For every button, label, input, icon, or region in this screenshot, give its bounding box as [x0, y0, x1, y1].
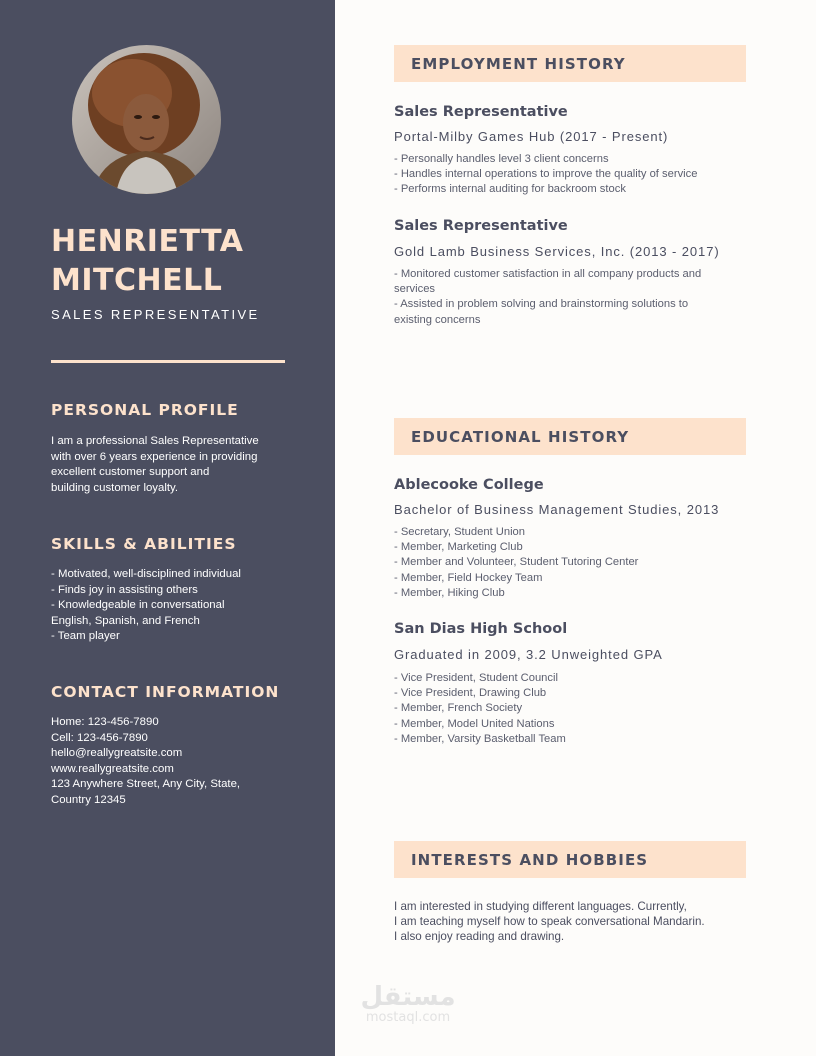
school-name: San Dias High School — [394, 621, 568, 637]
list-item: - Handles internal operations to improve the quality of service — [394, 168, 698, 181]
list-item: - Member, Model United Nations — [394, 717, 555, 730]
school-activities — [394, 525, 746, 601]
watermark-logo — [357, 983, 459, 1025]
contact-cell-phone: Cell: 123-456-7890 — [51, 731, 148, 744]
list-item: - Monitored customer satisfaction in all company products and — [394, 268, 702, 280]
watermark-latin: mostaql.com — [365, 1010, 451, 1025]
divider — [51, 360, 285, 363]
skills-heading: SKILLS & ABILITIES — [51, 535, 237, 553]
interests-text — [394, 899, 705, 945]
list-item: English, Spanish, and French — [51, 614, 200, 627]
school-detail: Graduated in 2009, 3.2 Unweighted GPA — [394, 647, 663, 662]
contact-website: www.reallygreatsite.com — [51, 762, 174, 775]
text-line: I am a professional Sales Representative — [51, 435, 259, 447]
contact-address: Country 12345 — [51, 793, 126, 806]
text-line: with over 6 years experience in providing — [51, 450, 258, 463]
list-item: - Personally handles level 3 client concerns — [394, 153, 609, 165]
skills-list — [51, 567, 301, 645]
person-name — [51, 222, 321, 300]
education-heading-bar — [394, 418, 746, 455]
job-role: SALES REPRESENTATIVE — [51, 307, 260, 322]
list-item: - Secretary, Student Union — [394, 526, 525, 538]
list-item: - Member, French Society — [394, 702, 523, 715]
contact-heading: CONTACT INFORMATION — [51, 683, 280, 701]
sidebar — [0, 0, 335, 1056]
contact-list — [51, 715, 301, 808]
watermark-arabic: مستقل — [360, 982, 456, 1012]
school-activities — [394, 671, 746, 747]
job-company: Portal-Milby Games Hub (2017 - Present) — [394, 129, 669, 144]
name-line-1: HENRIETTA — [51, 224, 244, 259]
contact-address: 123 Anywhere Street, Any City, State, — [51, 778, 241, 790]
list-item: - Motivated, well-disciplined individual — [51, 568, 241, 580]
interests-heading-bar — [394, 841, 746, 878]
text-line: I also enjoy reading and drawing. — [394, 930, 565, 944]
employment-heading: EMPLOYMENT HISTORY — [411, 55, 626, 73]
interests-heading: INTERESTS AND HOBBIES — [411, 851, 649, 869]
list-item: existing concerns — [394, 313, 481, 326]
personal-profile-heading: PERSONAL PROFILE — [51, 401, 239, 419]
job-duties — [394, 267, 746, 328]
list-item: - Team player — [51, 630, 120, 642]
list-item: - Member, Varsity Basketball Team — [394, 732, 566, 745]
text-line: excellent customer support and — [51, 466, 210, 478]
school-name: Ablecooke College — [394, 477, 544, 493]
personal-profile-text — [51, 434, 301, 496]
list-item: - Vice President, Student Council — [394, 672, 558, 684]
list-item: services — [394, 283, 436, 296]
list-item: - Member, Hiking Club — [394, 586, 505, 599]
job-title: Sales Representative — [394, 104, 568, 120]
contact-email: hello@reallygreatsite.com — [51, 747, 183, 759]
name-line-2: MITCHELL — [51, 263, 223, 298]
job-title: Sales Representative — [394, 218, 568, 234]
list-item: - Vice President, Drawing Club — [394, 687, 547, 700]
school-detail: Bachelor of Business Management Studies, 2013 — [394, 502, 720, 517]
list-item: - Assisted in problem solving and brainstorming solutions to — [394, 298, 689, 311]
list-item: - Member, Field Hockey Team — [394, 571, 543, 584]
employment-heading-bar — [394, 45, 746, 82]
list-item: - Performs internal auditing for backroom stock — [394, 183, 626, 196]
text-line: building customer loyalty. — [51, 481, 179, 494]
list-item: - Finds joy in assisting others — [51, 583, 198, 596]
profile-photo — [72, 45, 221, 194]
job-duties — [394, 152, 746, 198]
text-line: I am interested in studying different languages. Currently, — [394, 900, 687, 913]
list-item: - Member, Marketing Club — [394, 541, 523, 554]
contact-home-phone: Home: 123-456-7890 — [51, 716, 159, 728]
text-line: I am teaching myself how to speak conversational Mandarin. — [394, 915, 705, 929]
education-heading: EDUCATIONAL HISTORY — [411, 428, 630, 446]
list-item: - Knowledgeable in conversational — [51, 599, 225, 611]
list-item: - Member and Volunteer, Student Tutoring Center — [394, 556, 639, 569]
job-company: Gold Lamb Business Services, Inc. (2013 - 2017) — [394, 244, 720, 259]
